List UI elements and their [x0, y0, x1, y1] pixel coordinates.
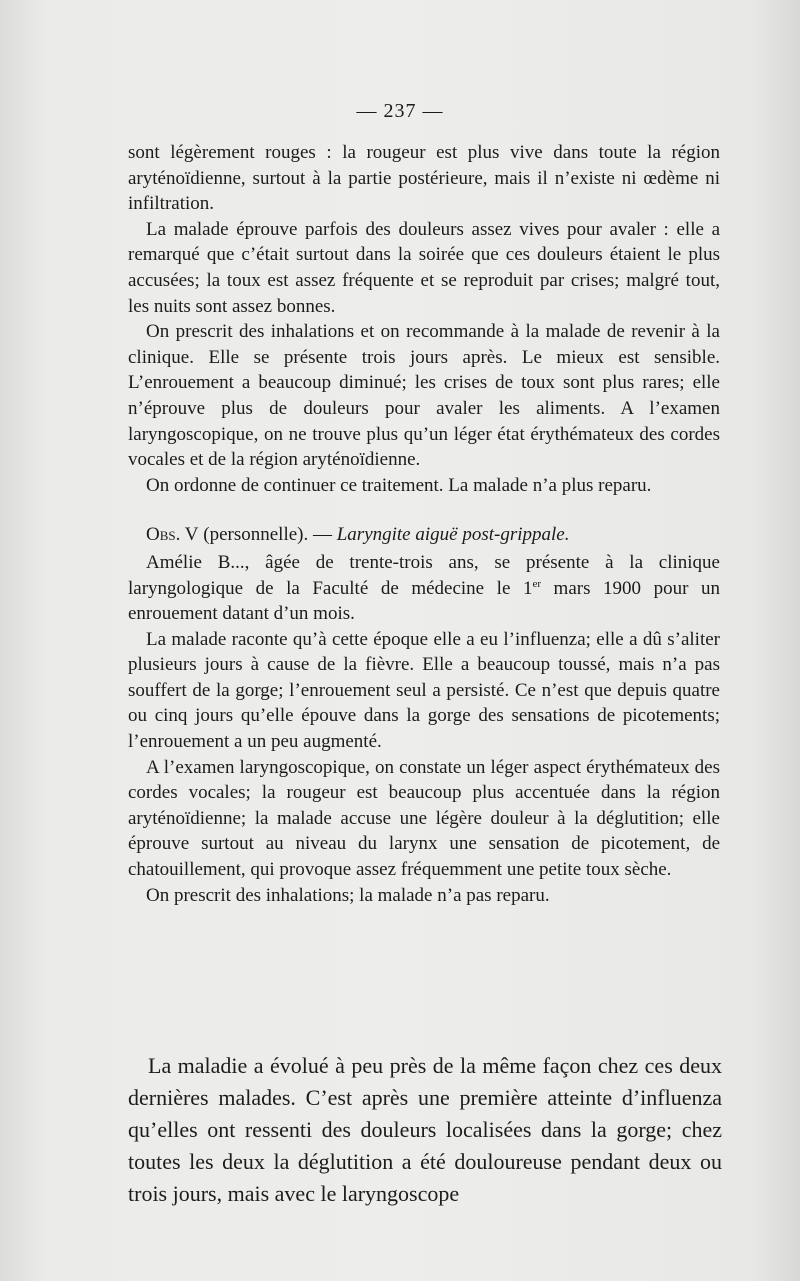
- observation-heading: [128, 522, 720, 548]
- paragraph-pain: La malade éprouve parfois des douleurs assez vives pour avaler : elle a remarqué que c’était surtout dans la soirée que ces douleurs étaient le plus accusées; la toux est assez fréquente et se reproduit par crises; malgré tout, les nuits sont assez bonnes.: [128, 218, 720, 317]
- observation-paragraph-intro: Amélie B..., âgée de trente-trois ans, se présente à la clinique laryngologique de la Faculté de médecine le 1er mars 1900 pour un enrouement datant d’un mois.: [128, 551, 720, 625]
- paragraph-outcome: On ordonne de continuer ce traitement. La malade n’a plus reparu.: [146, 474, 652, 496]
- discussion-text-block: [128, 1050, 722, 1210]
- observation-qualifier: (personnelle). —: [198, 524, 337, 546]
- superscript-er: er: [532, 577, 541, 590]
- discussion-paragraph: La maladie a évolué à peu près de la même façon chez ces deux dernières malades. C’est après une première atteinte d’influenza qu’elles ont ressenti des douleurs localisées dans la gorge; chez toutes les deux la déglutition a été douloureuse pendant deux ou trois jours, mais avec le laryngoscope: [128, 1053, 722, 1206]
- observation-paragraph-outcome: On prescrit des inhalations; la malade n’a pas reparu.: [146, 884, 550, 906]
- observation-paragraph-history: La malade raconte qu’à cette époque elle a eu l’influenza; elle a dû s’aliter plusieurs jours à cause de la fièvre. Elle a beaucoup toussé, mais n’a pas souffert de la gorge; l’enrouement seul a persisté. Ce n’est que depuis quatre ou cinq jours qu’elle épouve dans la gorge des sensations de picotements; l’enrouement a un peu augmenté.: [128, 628, 720, 753]
- observation-paragraph-exam: A l’examen laryngoscopique, on constate un léger aspect érythémateux des cordes vocales; la rougeur est beaucoup plus accentuée dans la région aryténoïdienne; la malade accuse une légère douleur à la déglutition; elle éprouve surtout au niveau du larynx une sensation de picotement, de chatouillement, qui provoque assez fréquemment une petite toux sèche.: [128, 756, 720, 881]
- observation-text-block: [128, 140, 720, 908]
- page-number: — 237 —: [356, 100, 444, 122]
- observation-label: Obs. V: [146, 524, 199, 546]
- paragraph-treatment: On prescrit des inhalations et on recommande à la malade de revenir à la clinique. Elle se présente trois jours après. Le mieux est sensible. L’enrouement a beaucoup diminué; les crises de toux sont plus rares; elle n’éprouve plus de douleurs pour avaler les aliments. A l’examen laryngoscopique, on ne trouve plus qu’un léger état érythémateux des cordes vocales et de la région aryténoïdienne.: [128, 321, 720, 471]
- paragraph-continuation: sont légèrement rouges : la rougeur est plus vive dans toute la région aryténoïdienne, surtout à la partie postérieure, mais il n’existe ni œdème ni infiltration.: [128, 142, 720, 215]
- observation-title: Laryngite aiguë post-grippale.: [336, 524, 570, 546]
